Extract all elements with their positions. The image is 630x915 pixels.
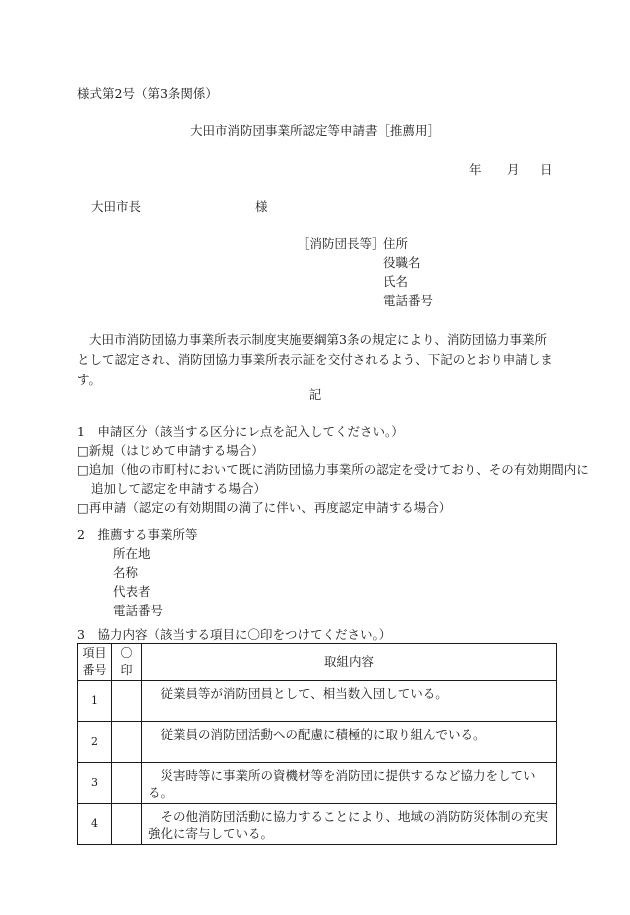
addressee-honorific: 様 [255,199,268,214]
option-additional: □追加（他の市町村において既に消防団協力事業所の認定を受けており、その有効期間内に [77,462,589,477]
form-number: 様式第2号（第3条関係） [77,86,218,101]
section3-heading: 3 協力内容（該当する項目に〇印をつけてください。） [77,627,392,642]
office-phone-label: 電話番号 [113,603,164,618]
row-number: 3 [78,763,112,804]
table-row [78,722,557,763]
row-content: 従業員の消防団活動への配慮に積極的に取り組んでいる。 [142,722,557,763]
section1-heading: 1 申請区分（該当する区分にレ点を記入してください。） [77,424,404,439]
row-content: 災害時等に事業所の資機材等を消防団に提供するなど協力をしている。 [142,763,557,804]
applicant-position-label: 役職名 [383,255,421,270]
mark-cell[interactable] [112,804,142,845]
option-reapply: □再申請（認定の有効期間の満了に伴い、再度認定申請する場合） [77,500,452,515]
section2-heading: 2 推薦する事業所等 [77,527,198,542]
row-number: 4 [78,804,112,845]
table-row [78,681,557,722]
applicant-name-label: 氏名 [383,274,409,289]
header-item-number: 項目 番号 [78,644,112,681]
office-address-label: 所在地 [113,546,151,561]
table-row [78,804,557,845]
table-row [78,763,557,804]
option-additional-cont: 追加して認定を申請する場合） [91,481,267,496]
addressee-name: 大田市長 [91,199,142,214]
office-name-label: 名称 [113,565,139,580]
ki-marker: 記 [308,387,322,402]
date-year-label: 年 [469,162,482,177]
option-new: □新規（はじめて申請する場合） [77,443,264,458]
row-number: 2 [78,722,112,763]
mark-cell[interactable] [112,763,142,804]
table-header-row [78,644,557,681]
row-content: その他消防団活動に協力することにより、地域の消防防災体制の充実強化に寄与している。 [142,804,557,845]
applicant-address-label: 住所 [383,236,409,251]
row-content: 従業員等が消防団員として、相当数入団している。 [142,681,557,722]
date-month-label: 月 [507,162,520,177]
date-day-label: 日 [540,162,553,177]
application-statement: 大田市消防団協力事業所表示制度実施要綱第3条の規定により、消防団協力事業所として認定され、消防団協力事業所表示証を交付されるよう、下記のとおり申請します。 [77,332,553,387]
mark-cell[interactable] [112,681,142,722]
row-number: 1 [78,681,112,722]
header-content: 取組内容 [142,644,557,681]
applicant-label: ［消防団長等］ [297,236,385,251]
applicant-phone-label: 電話番号 [383,293,434,308]
document-title: 大田市消防団事業所認定等申請書［推薦用］ [189,123,440,138]
office-representative-label: 代表者 [113,584,151,599]
cooperation-table [77,643,557,845]
header-mark: 〇 印 [112,644,142,681]
mark-cell[interactable] [112,722,142,763]
